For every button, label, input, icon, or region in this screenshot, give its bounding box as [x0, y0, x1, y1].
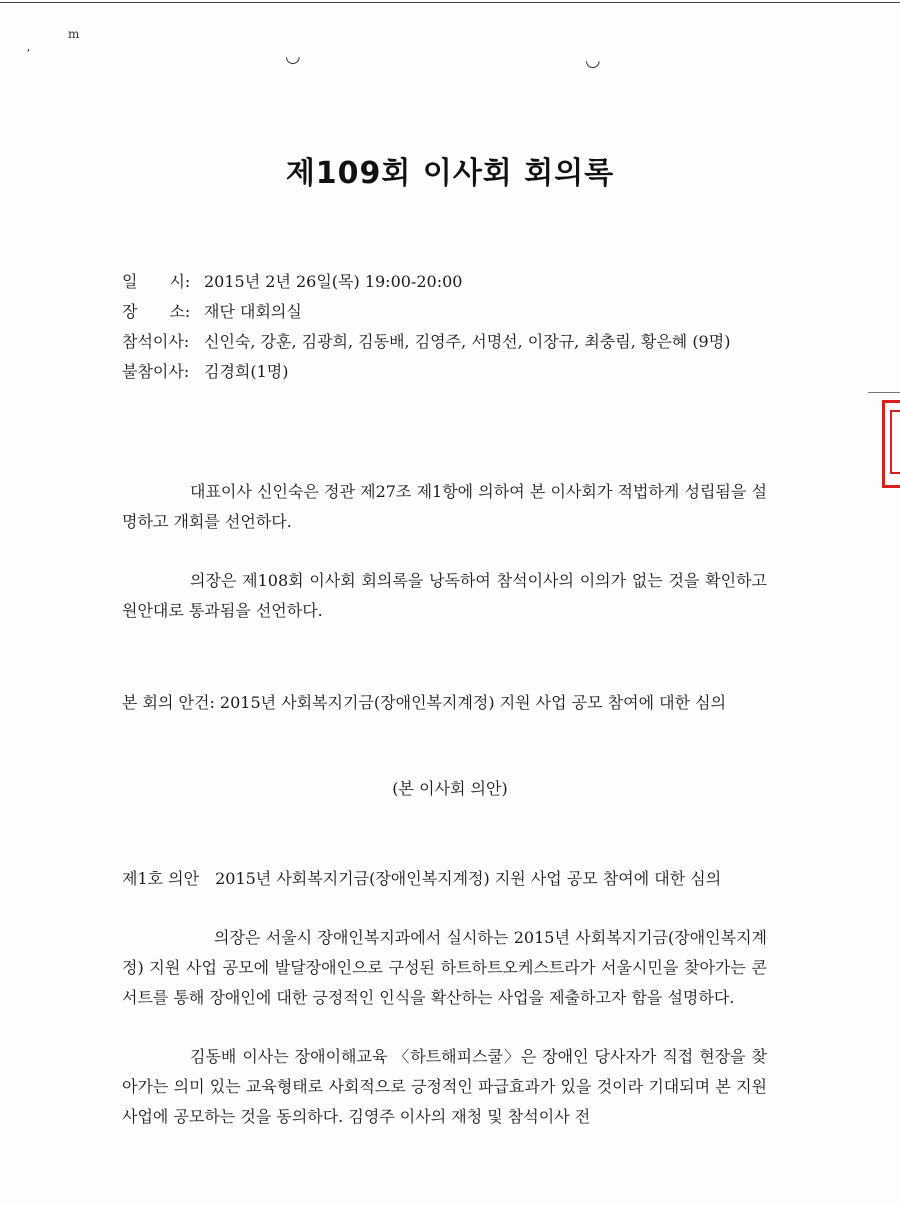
- red-stamp-inner: [890, 410, 900, 474]
- info-value: 신인숙, 강훈, 김광희, 김동배, 김영주, 서명선, 이장규, 최충림, 황은혜 (9명): [204, 332, 731, 351]
- document-title: 제109회 이사회 회의록: [285, 156, 615, 191]
- punch-mark: ◡: [585, 50, 601, 71]
- scan-speck: ʼ: [26, 47, 30, 61]
- info-absentees: [122, 364, 289, 380]
- info-value: 김경희(1명): [204, 362, 289, 381]
- opening-paragraph: 대표이사 신인숙은 정관 제27조 제1항에 의하여 본 이사회가 적법하게 성립됨을 설명하고 개회를 선언하다.: [122, 482, 767, 531]
- punch-mark: ◡: [285, 46, 301, 67]
- info-label: 참석이사:: [122, 332, 190, 351]
- scan-edge-line: [868, 392, 900, 393]
- info-location: [122, 304, 302, 320]
- scan-speck: ⅿ: [68, 27, 80, 41]
- item1-title: 제1호 의안 2015년 사회복지기금(장애인복지계정) 지원 사업 공모 참여에 대한 심의: [122, 869, 722, 888]
- info-attendees: [122, 334, 730, 350]
- info-label: 불참이사:: [122, 362, 190, 381]
- agenda-heading: (본 이사회 의안): [392, 779, 508, 798]
- agenda-line: 본 회의 안건: 2015년 사회복지기금(장애인복지계정) 지원 사업 공모 참여에 대한 심의: [122, 693, 727, 712]
- item1-discussion: 김동배 이사는 장애이해교육 〈하트해피스쿨〉은 장애인 당사자가 직접 현장을 찾아가는 의미 있는 교육형태로 사회적으로 긍정적인 파급효과가 있을 것이라 기대되며 본 지원 사업에 공모하는 것을 동의하다. 김영주 이사의 재청 및 참석이사 전: [122, 1047, 767, 1126]
- info-value: 2015년 2년 26일(목) 19:00-20:00: [204, 272, 463, 291]
- info-value: 재단 대회의실: [204, 302, 302, 321]
- info-label: 일 시:: [122, 272, 191, 291]
- info-date: [122, 274, 462, 290]
- scan-top-edge: [0, 2, 900, 3]
- item1-body: 의장은 서울시 장애인복지과에서 실시하는 2015년 사회복지기금(장애인복지계정) 지원 사업 공모에 발달장애인으로 구성된 하트하트오케스트라가 서울시민을 찾아가는 콘서트를 통해 장애인에 대한 긍정적인 인식을 확산하는 사업을 제출하고자 함을 설명하다.: [122, 928, 767, 1007]
- info-label: 장 소:: [122, 302, 191, 321]
- minutes-approval-paragraph: 의장은 제108회 이사회 회의록을 낭독하여 참석이사의 이의가 없는 것을 확인하고 원안대로 통과됨을 선언하다.: [122, 571, 767, 620]
